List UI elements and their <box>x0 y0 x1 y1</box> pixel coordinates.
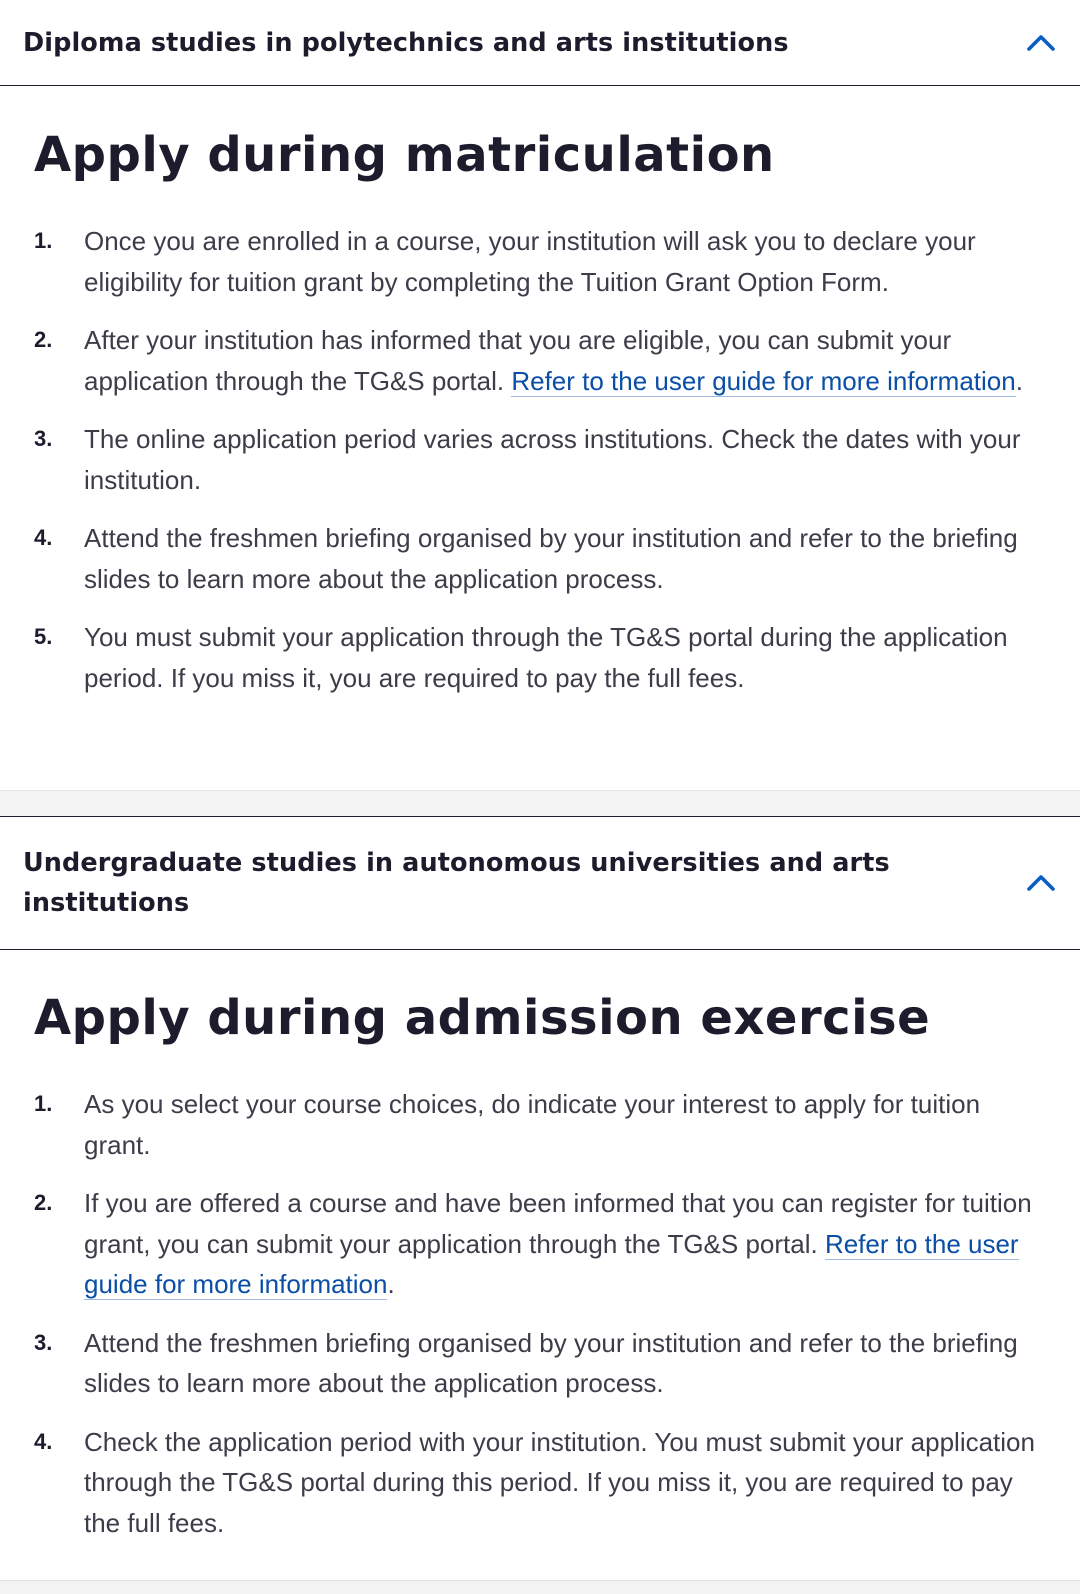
section-divider <box>0 790 1080 817</box>
steps-list <box>34 221 1046 698</box>
step-text: You must submit your application through the TG&S portal during the application period. If you miss it, you are required to pay the full fees. <box>84 622 1008 693</box>
list-item <box>34 221 1046 302</box>
list-item <box>34 1323 1046 1404</box>
bottom-divider <box>0 1580 1080 1594</box>
step-number: 3. <box>34 426 53 451</box>
list-item <box>34 1183 1046 1305</box>
step-text: After your institution has informed that you are eligible, you can submit your application through the TG&S portal. <box>84 325 952 396</box>
list-item <box>34 320 1046 401</box>
section-heading: Apply during admission exercise <box>34 990 931 1046</box>
user-guide-link[interactable]: Refer to the user guide for more information <box>511 365 1016 396</box>
step-text: Attend the freshmen briefing organised by your institution and refer to the briefing slides to learn more about the application process. <box>84 523 1018 594</box>
step-number: 4. <box>34 1428 53 1454</box>
accordion-header-diploma[interactable] <box>0 0 1080 86</box>
chevron-up-icon[interactable] <box>1024 866 1058 900</box>
step-number: 4. <box>34 525 53 550</box>
step-number: 3. <box>34 1329 53 1355</box>
accordion-title: Undergraduate studies in autonomous universities and arts institutions <box>23 848 890 918</box>
accordion-title: Diploma studies in polytechnics and arts institutions <box>23 27 789 58</box>
list-item <box>34 1084 1046 1165</box>
user-guide-link[interactable]: Refer to the user guide for more information <box>84 1228 1019 1299</box>
list-item <box>34 1422 1046 1544</box>
step-text-end: . <box>387 1269 395 1299</box>
step-text: As you select your course choices, do indicate your interest to apply for tuition grant. <box>84 1089 981 1160</box>
step-text: The online application period varies across institutions. Check the dates with your institution. <box>84 424 1021 495</box>
step-text-end: . <box>1015 365 1023 396</box>
list-item <box>34 617 1046 698</box>
steps-list <box>34 1084 1046 1543</box>
step-number: 5. <box>34 624 53 649</box>
step-number: 2. <box>34 1190 53 1215</box>
section-heading: Apply during matriculation <box>34 127 775 183</box>
accordion-panel-diploma <box>0 127 1080 716</box>
accordion-panel-undergraduate <box>0 990 1080 1561</box>
step-number: 1. <box>34 1091 53 1116</box>
step-text: Attend the freshmen briefing organised by your institution and refer to the briefing slides to learn more about the application process. <box>84 1327 1018 1398</box>
chevron-up-icon[interactable] <box>1024 26 1058 60</box>
step-text: If you are offered a course and have been informed that you can register for tuition grant, you can submit your application through the TG&S portal. <box>84 1188 1032 1259</box>
list-item <box>34 419 1046 500</box>
accordion-header-undergraduate[interactable] <box>0 817 1080 950</box>
step-number: 1. <box>34 228 53 253</box>
step-number: 2. <box>34 327 53 352</box>
step-text: Once you are enrolled in a course, your institution will ask you to declare your eligibility for tuition grant by completing the Tuition Grant Option Form. <box>84 226 976 297</box>
step-text: Check the application period with your institution. You must submit your application through the TG&S portal during this period. If you miss it, you are required to pay the full fees. <box>84 1426 1035 1538</box>
list-item <box>34 518 1046 599</box>
